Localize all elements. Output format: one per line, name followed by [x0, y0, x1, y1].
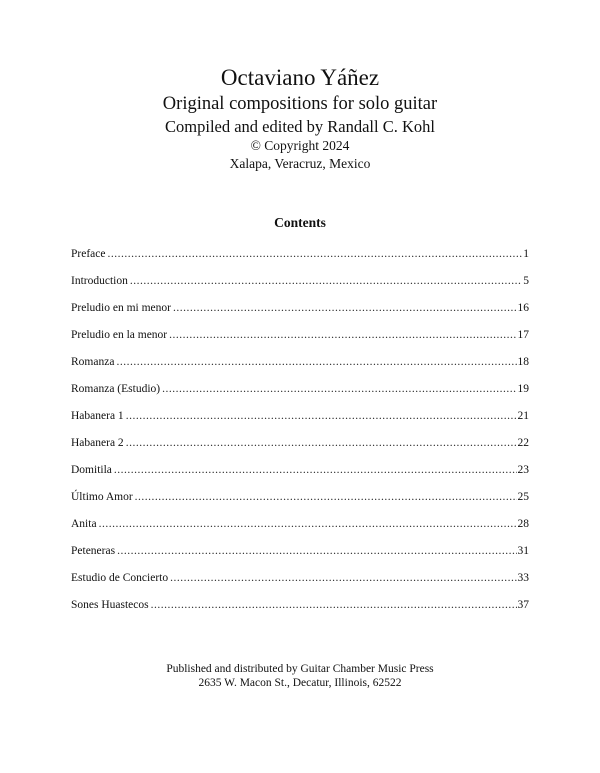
toc-entry-page: 18 — [517, 355, 529, 368]
toc-entry-title: Habanera 1 — [71, 409, 124, 422]
toc-entry-page: 16 — [517, 301, 529, 314]
toc-entry-preface — [71, 240, 529, 267]
toc-entry-title: Estudio de Concierto — [71, 571, 169, 584]
toc-entry-title: Peteneras — [71, 544, 116, 557]
toc-dot-leader — [126, 437, 517, 449]
toc-dot-leader — [117, 545, 516, 557]
copyright-notice: © Copyright 2024 — [250, 138, 350, 153]
contents-heading: Contents — [274, 215, 326, 230]
table-of-contents — [71, 240, 529, 618]
toc-entry-page: 1 — [523, 247, 529, 260]
toc-entry-title: Preface — [71, 247, 106, 260]
toc-entry-title: Preludio en la menor — [71, 328, 168, 341]
toc-entry-estudio-de-concierto — [71, 564, 529, 591]
toc-entry-title: Anita — [71, 517, 97, 530]
toc-entry-title: Habanera 2 — [71, 436, 124, 449]
toc-entry-sones-huastecos — [71, 591, 529, 618]
toc-entry-title: Domitila — [71, 463, 112, 476]
toc-dot-leader — [126, 410, 517, 422]
toc-dot-leader — [114, 464, 517, 476]
toc-entry-title: Último Amor — [71, 490, 133, 503]
publisher-footer — [0, 662, 600, 690]
toc-entry-preludio-la-menor — [71, 321, 529, 348]
toc-entry-anita — [71, 510, 529, 537]
toc-entry-title: Introduction — [71, 274, 128, 287]
toc-entry-page: 21 — [517, 409, 529, 422]
title-block — [0, 64, 600, 173]
collection-subtitle: Original compositions for solo guitar — [162, 94, 438, 114]
toc-entry-title: Romanza (Estudio) — [71, 382, 161, 395]
toc-entry-page: 31 — [517, 544, 529, 557]
toc-entry-page: 22 — [517, 436, 529, 449]
toc-dot-leader — [162, 383, 516, 395]
toc-entry-domitila — [71, 456, 529, 483]
toc-entry-title: Romanza — [71, 355, 115, 368]
toc-entry-romanza-estudio — [71, 375, 529, 402]
toc-entry-introduction — [71, 267, 529, 294]
toc-entry-title: Preludio en mi menor — [71, 301, 171, 314]
toc-entry-peteneras — [71, 537, 529, 564]
author-name: Octaviano Yáñez — [220, 65, 380, 90]
toc-dot-leader — [130, 275, 522, 287]
toc-entry-page: 28 — [517, 517, 529, 530]
toc-entry-ultimo-amor — [71, 483, 529, 510]
toc-entry-page: 25 — [517, 490, 529, 503]
toc-dot-leader — [107, 248, 522, 260]
toc-entry-page: 17 — [517, 328, 529, 341]
toc-entry-title: Sones Huastecos — [71, 598, 149, 611]
toc-dot-leader — [116, 356, 516, 368]
toc-dot-leader — [135, 491, 517, 503]
toc-dot-leader — [169, 329, 516, 341]
toc-entry-page: 23 — [517, 463, 529, 476]
toc-dot-leader — [170, 572, 516, 584]
toc-entry-page: 5 — [523, 274, 529, 287]
publisher-line: Published and distributed by Guitar Chamber Music Press — [166, 663, 434, 675]
toc-entry-page: 37 — [517, 598, 529, 611]
toc-entry-preludio-mi-menor — [71, 294, 529, 321]
toc-entry-habanera-1 — [71, 402, 529, 429]
toc-entry-page: 19 — [517, 382, 529, 395]
toc-dot-leader — [173, 302, 517, 314]
toc-dot-leader — [99, 518, 517, 530]
publisher-address: 2635 W. Macon St., Decatur, Illinois, 62522 — [198, 677, 402, 689]
toc-entry-page: 33 — [517, 571, 529, 584]
toc-dot-leader — [151, 599, 517, 611]
toc-entry-habanera-2 — [71, 429, 529, 456]
toc-entry-romanza — [71, 348, 529, 375]
editor-credit: Compiled and edited by Randall C. Kohl — [165, 117, 435, 136]
location-line: Xalapa, Veracruz, Mexico — [229, 156, 371, 171]
